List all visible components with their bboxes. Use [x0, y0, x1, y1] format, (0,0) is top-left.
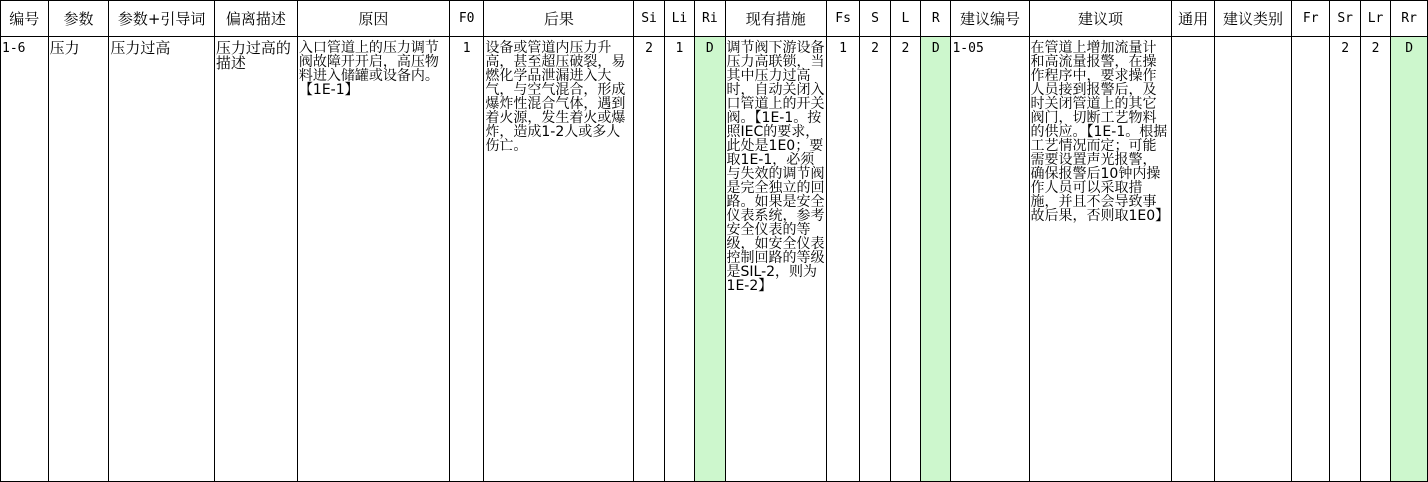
- table-row: [1, 37, 1428, 482]
- header-rr[interactable]: Rr: [1391, 1, 1428, 37]
- header-fs[interactable]: Fs: [826, 1, 859, 37]
- header-id[interactable]: 编号: [1, 1, 49, 37]
- header-fr[interactable]: Fr: [1291, 1, 1330, 37]
- header-li[interactable]: Li: [664, 1, 694, 37]
- cell-consequence[interactable]: 设备或管道内压力升高，甚至超压破裂，易燃化学品泄漏进入大气，与空气混合，形成爆炸性混合气体，遇到着火源，发生着火或爆炸，造成1-2人或多人伤亡。: [484, 37, 634, 482]
- cell-f0[interactable]: 1: [449, 37, 483, 482]
- header-general[interactable]: 通用: [1172, 1, 1215, 37]
- header-existing-measures[interactable]: 现有措施: [725, 1, 826, 37]
- cell-param[interactable]: 压力: [48, 37, 109, 482]
- header-recommendation[interactable]: 建议项: [1029, 1, 1172, 37]
- header-s[interactable]: S: [860, 1, 890, 37]
- header-consequence[interactable]: 后果: [484, 1, 634, 37]
- cell-deviation[interactable]: 压力过高的描述: [214, 37, 297, 482]
- header-r[interactable]: R: [921, 1, 951, 37]
- header-cause[interactable]: 原因: [297, 1, 449, 37]
- header-l[interactable]: L: [890, 1, 920, 37]
- cell-recommendation-type[interactable]: [1214, 37, 1291, 482]
- header-recommendation-type[interactable]: 建议类别: [1214, 1, 1291, 37]
- cell-rr[interactable]: D: [1391, 37, 1428, 482]
- header-deviation[interactable]: 偏离描述: [214, 1, 297, 37]
- cell-id[interactable]: 1-6: [1, 37, 49, 482]
- header-lr[interactable]: Lr: [1360, 1, 1390, 37]
- header-sr[interactable]: Sr: [1330, 1, 1360, 37]
- cell-lr[interactable]: 2: [1360, 37, 1390, 482]
- cell-l[interactable]: 2: [890, 37, 920, 482]
- header-param[interactable]: 参数: [48, 1, 109, 37]
- cell-sr[interactable]: 2: [1330, 37, 1360, 482]
- cell-fr[interactable]: [1291, 37, 1330, 482]
- cell-ri[interactable]: D: [695, 37, 725, 482]
- cell-general[interactable]: [1172, 37, 1215, 482]
- cell-param-guideword[interactable]: 压力过高: [109, 37, 214, 482]
- header-param-guideword[interactable]: 参数+引导词: [109, 1, 214, 37]
- cell-recommendation[interactable]: 在管道上增加流量计和高流量报警，在操作程序中，要求操作人员接到报警后，及时关闭管道上的其它阀门，切断工艺物料的供应。【1E-1。根据工艺情况而定；可能需要设置声光报警，确保报警后10钟内操作人员可以采取措施，并且不会导致事故后果，否则取1E0】: [1029, 37, 1172, 482]
- cell-si[interactable]: 2: [634, 37, 664, 482]
- cell-recommendation-id[interactable]: 1-05: [951, 37, 1029, 482]
- cell-s[interactable]: 2: [860, 37, 890, 482]
- cell-r[interactable]: D: [921, 37, 951, 482]
- cell-cause[interactable]: 入口管道上的压力调节阀故障开开启，高压物料进入储罐或设备内。【1E-1】: [297, 37, 449, 482]
- header-row: [1, 1, 1428, 37]
- header-ri[interactable]: Ri: [695, 1, 725, 37]
- header-f0[interactable]: F0: [449, 1, 483, 37]
- header-recommendation-id[interactable]: 建议编号: [951, 1, 1029, 37]
- cell-existing-measures[interactable]: 调节阀下游设备压力高联锁，当其中压力过高时，自动关闭入口管道上的开关阀。【1E-1。按照IEC的要求，此处是1E0；要取1E-1，必须与失效的调节阀是完全独立的回路。如果是安全仪表系统，参考安全仪表的等级，如安全仪表控制回路的等级是SIL-2，则为1E-2】: [725, 37, 826, 482]
- header-si[interactable]: Si: [634, 1, 664, 37]
- cell-fs[interactable]: 1: [826, 37, 859, 482]
- cell-li[interactable]: 1: [664, 37, 694, 482]
